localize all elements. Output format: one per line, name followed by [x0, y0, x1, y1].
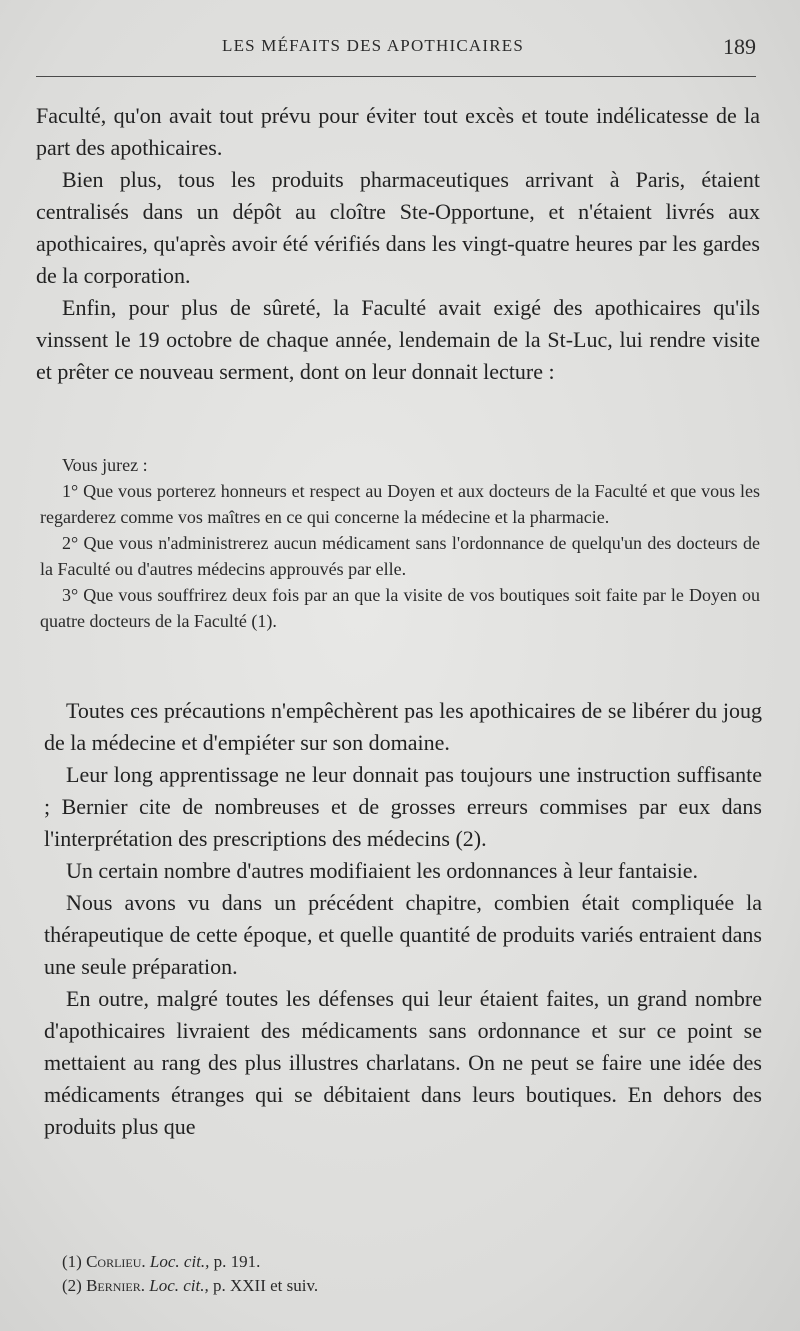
main-text-top — [36, 100, 760, 388]
footnote — [62, 1274, 760, 1298]
footnote-marker: (1) — [62, 1252, 82, 1271]
main-text-bottom — [44, 695, 762, 1143]
paragraph: Un certain nombre d'autres modifiaient les ordonnances à leur fantaisie. — [66, 858, 698, 883]
footnote-citation: Loc. cit., — [149, 1276, 209, 1295]
oath-item: 2° Que vous n'administrerez aucun médicament sans l'ordonnance de quelqu'un des docteurs de la Faculté ou d'autres médecins approuvés par elle. — [40, 533, 760, 579]
footnote-citation: Loc. cit., — [149, 1252, 210, 1271]
paragraph: Enfin, pour plus de sûreté, la Faculté avait exigé des apothicaires qu'ils vinssent le 19 octobre de chaque année, lendemain de la St-Luc, lui rendre visite et prêter ce nouveau serment, dont on leur donnait lecture : — [36, 295, 760, 384]
paragraph: Nous avons vu dans un précédent chapitre, combien était compliquée la thérapeutique de cette époque, et quelle quantité de produits variés entraient dans une seule préparation. — [44, 890, 762, 979]
page-header — [36, 28, 756, 68]
paragraph: Bien plus, tous les produits pharmaceutiques arrivant à Paris, étaient centralisés dans un dépôt au cloître Ste-Opportune, et n'étaient livrés aux apothicaires, qu'après avoir été vérifiés dans les vingt-quatre heures par les gardes de la corporation. — [36, 167, 760, 288]
oath-item: 1° Que vous porterez honneurs et respect au Doyen et aux docteurs de la Faculté et que vous les regarderez comme vos maîtres en ce qui concerne la médecine et la pharmacie. — [40, 481, 760, 527]
footnote-marker: (2) — [62, 1276, 82, 1295]
footnote-author: Corlieu. — [86, 1252, 146, 1271]
oath-item: 3° Que vous souffrirez deux fois par an que la visite de vos boutiques soit faite par le Doyen ou quatre docteurs de la Faculté (1). — [40, 585, 760, 631]
oath-quotation — [40, 452, 760, 634]
paragraph: Toutes ces précautions n'empêchèrent pas les apothicaires de se libérer du joug de la médecine et d'empiéter sur son domaine. — [44, 698, 762, 755]
footnote-author: Bernier. — [86, 1276, 145, 1295]
running-title: LES MÉFAITS DES APOTHICAIRES — [222, 36, 525, 55]
paragraph: Faculté, qu'on avait tout prévu pour éviter tout excès et toute indélicatesse de la part des apothicaires. — [36, 103, 760, 160]
footnote — [62, 1250, 760, 1274]
footnote-page: p. XXII et suiv. — [213, 1276, 319, 1295]
header-rule — [36, 76, 756, 77]
footnotes — [62, 1250, 760, 1298]
paragraph: En outre, malgré toutes les défenses qui leur étaient faites, un grand nombre d'apothicaires livraient des médicaments sans ordonnance et sur ce point se mettaient au rang des plus illustres charlatans. On ne peut se faire une idée des médicaments étranges qui se débitaient dans leurs boutiques. En dehors des produits plus que — [44, 986, 762, 1139]
footnote-page: p. 191. — [213, 1252, 261, 1271]
paragraph: Leur long apprentissage ne leur donnait pas toujours une instruction suffisante ; Bernier cite de nombreuses et de grosses erreurs commises par eux dans l'interprétation des prescriptions des médecins (2). — [44, 762, 762, 851]
oath-intro: Vous jurez : — [62, 455, 148, 475]
page-number: 189 — [723, 34, 756, 59]
